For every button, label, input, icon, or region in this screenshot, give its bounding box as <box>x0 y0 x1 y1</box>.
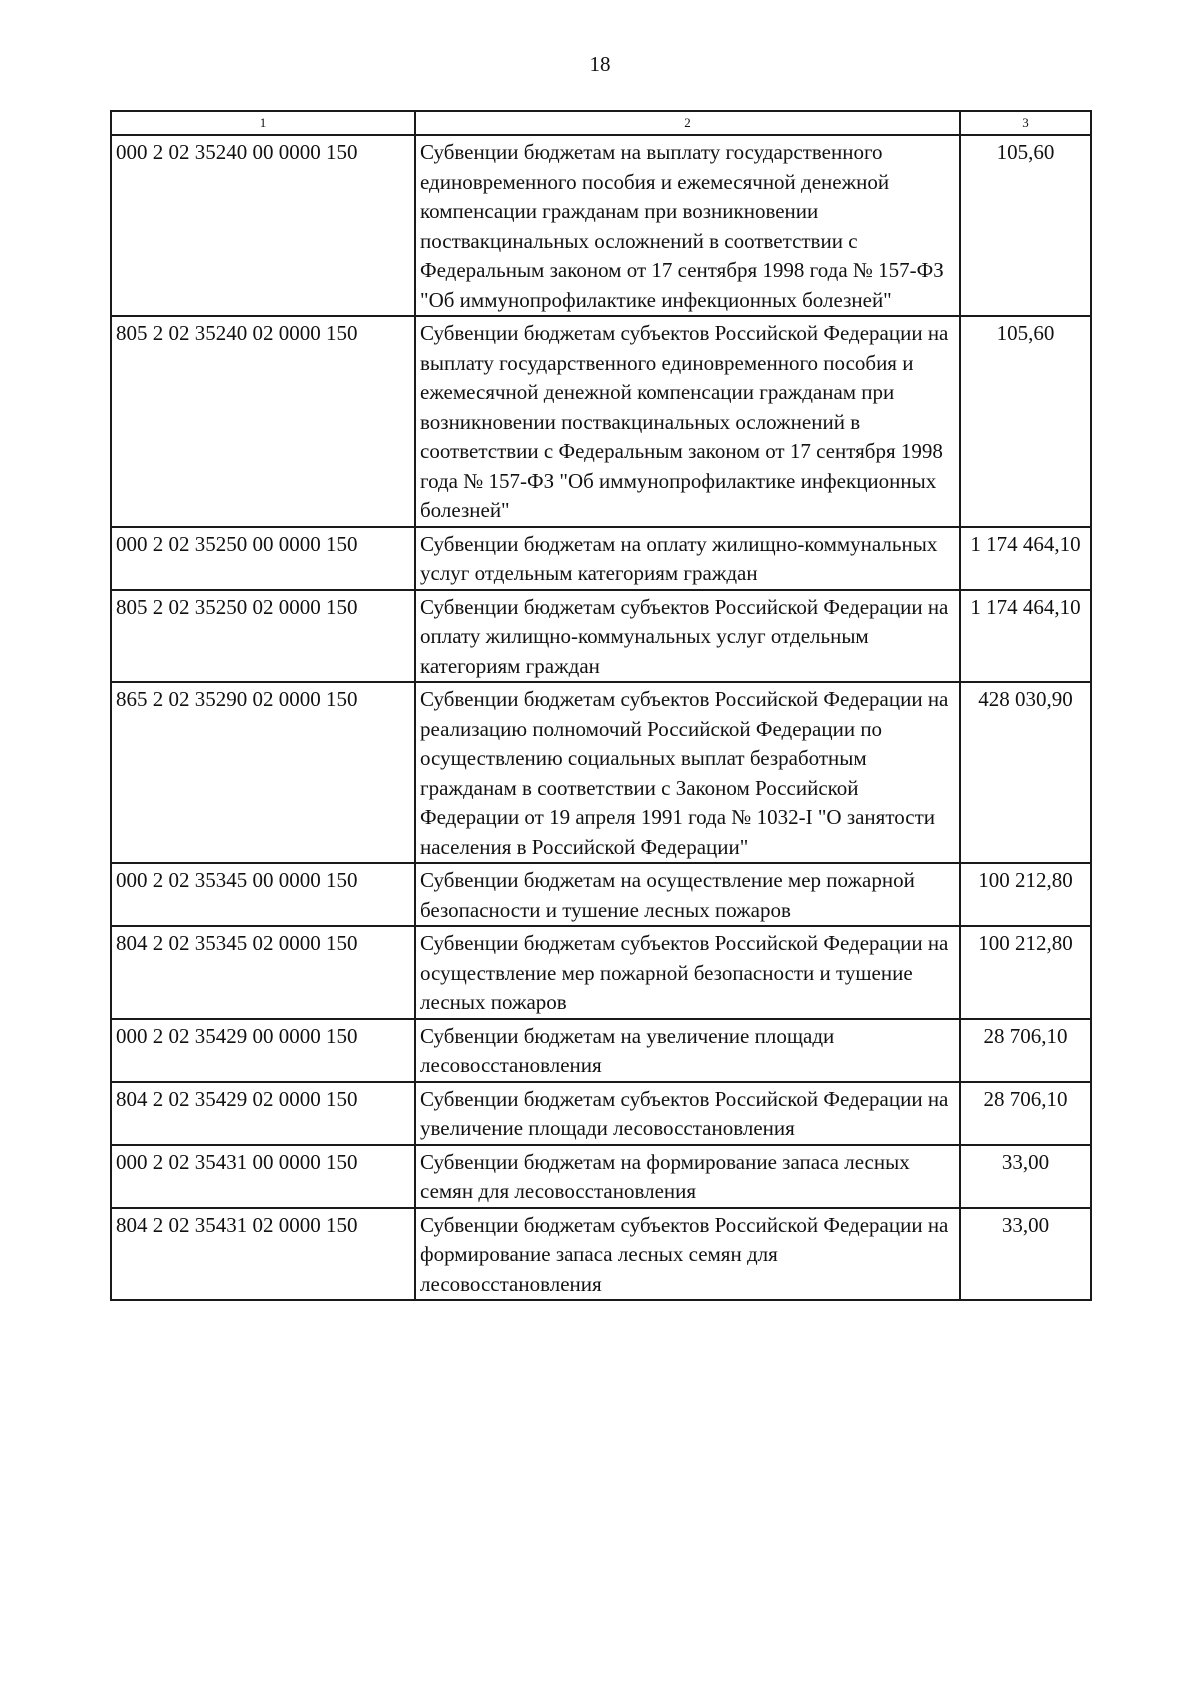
table-row <box>111 135 1091 316</box>
description: Субвенции бюджетам субъектов Российской Федерации на реализацию полномочий Российской Федерации по осуществлению социальных выплат безработным гражданам в соответствии с Законом Российской Федерации от 19 апреля 1991 года № 1032-I "О занятости населения в Российской Федерации" <box>415 682 960 863</box>
table-row <box>111 682 1091 863</box>
table-row <box>111 863 1091 926</box>
table-row <box>111 1145 1091 1208</box>
table-row <box>111 926 1091 1019</box>
description: Субвенции бюджетам субъектов Российской Федерации на формирование запаса лесных семян для лесовосстановления <box>415 1208 960 1301</box>
column-header-description: 2 <box>415 111 960 135</box>
budget-code: 000 2 02 35250 00 0000 150 <box>111 527 415 590</box>
amount: 105,60 <box>960 135 1091 316</box>
budget-code: 804 2 02 35429 02 0000 150 <box>111 1082 415 1145</box>
amount: 28 706,10 <box>960 1019 1091 1082</box>
budget-code: 804 2 02 35431 02 0000 150 <box>111 1208 415 1301</box>
description: Субвенции бюджетам на оплату жилищно-коммунальных услуг отдельным категориям граждан <box>415 527 960 590</box>
column-header-code: 1 <box>111 111 415 135</box>
amount: 28 706,10 <box>960 1082 1091 1145</box>
header-row <box>111 111 1091 135</box>
column-header-amount: 3 <box>960 111 1091 135</box>
description: Субвенции бюджетам субъектов Российской Федерации на осуществление мер пожарной безопасности и тушение лесных пожаров <box>415 926 960 1019</box>
page-number: 18 <box>589 52 611 76</box>
description: Субвенции бюджетам на формирование запаса лесных семян для лесовосстановления <box>415 1145 960 1208</box>
amount: 1 174 464,10 <box>960 590 1091 683</box>
amount: 100 212,80 <box>960 926 1091 1019</box>
budget-code: 805 2 02 35250 02 0000 150 <box>111 590 415 683</box>
budget-code: 000 2 02 35240 00 0000 150 <box>111 135 415 316</box>
description: Субвенции бюджетам на выплату государственного единовременного пособия и ежемесячной денежной компенсации гражданам при возникновении поствакцинальных осложнений в соответствии с Федеральным законом от 17 сентября 1998 года № 157-ФЗ "Об иммунопрофилактике инфекционных болезней" <box>415 135 960 316</box>
amount: 1 174 464,10 <box>960 527 1091 590</box>
budget-table <box>110 110 1092 1301</box>
budget-code: 000 2 02 35429 00 0000 150 <box>111 1019 415 1082</box>
table-row <box>111 1082 1091 1145</box>
table-row <box>111 1208 1091 1301</box>
budget-code: 865 2 02 35290 02 0000 150 <box>111 682 415 863</box>
description: Субвенции бюджетам субъектов Российской Федерации на выплату государственного единовременного пособия и ежемесячной денежной компенсации гражданам при возникновении поствакцинальных осложнений в соответствии с Федеральным законом от 17 сентября 1998 года № 157-ФЗ "Об иммунопрофилактике инфекционных болезней" <box>415 316 960 527</box>
amount: 428 030,90 <box>960 682 1091 863</box>
budget-code: 805 2 02 35240 02 0000 150 <box>111 316 415 527</box>
table-row <box>111 1019 1091 1082</box>
description: Субвенции бюджетам на увеличение площади лесовосстановления <box>415 1019 960 1082</box>
amount: 105,60 <box>960 316 1091 527</box>
table-row <box>111 527 1091 590</box>
amount: 33,00 <box>960 1208 1091 1301</box>
table-row <box>111 316 1091 527</box>
amount: 33,00 <box>960 1145 1091 1208</box>
description: Субвенции бюджетам на осуществление мер пожарной безопасности и тушение лесных пожаров <box>415 863 960 926</box>
description: Субвенции бюджетам субъектов Российской Федерации на оплату жилищно-коммунальных услуг отдельным категориям граждан <box>415 590 960 683</box>
table-row <box>111 590 1091 683</box>
description: Субвенции бюджетам субъектов Российской Федерации на увеличение площади лесовосстановления <box>415 1082 960 1145</box>
budget-code: 804 2 02 35345 02 0000 150 <box>111 926 415 1019</box>
budget-code: 000 2 02 35345 00 0000 150 <box>111 863 415 926</box>
amount: 100 212,80 <box>960 863 1091 926</box>
budget-code: 000 2 02 35431 00 0000 150 <box>111 1145 415 1208</box>
